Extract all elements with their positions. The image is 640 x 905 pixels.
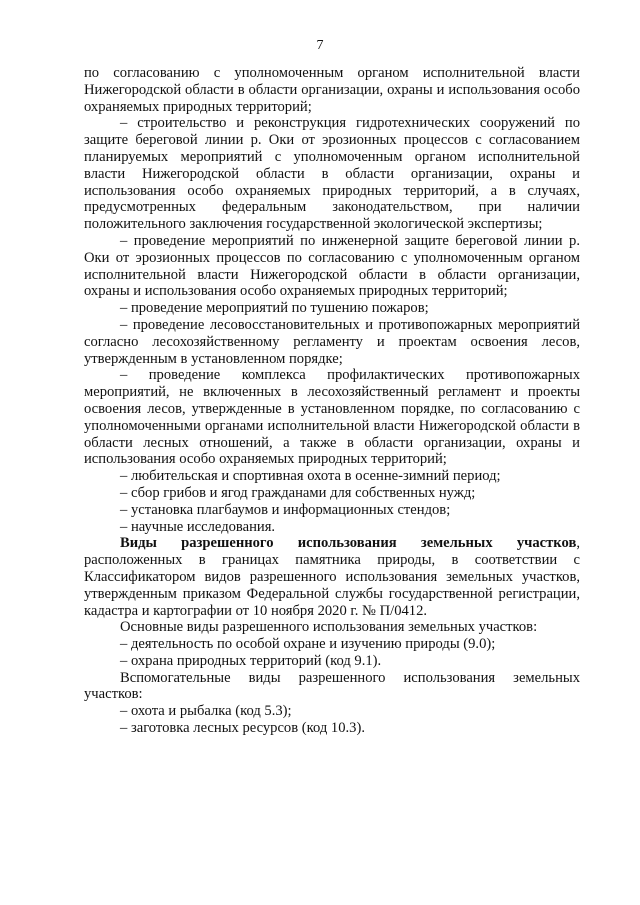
permitted-uses-paragraph: [84, 535, 580, 619]
list-item: – научные исследования.: [120, 518, 276, 535]
list-item: – проведение мероприятий по инженерной защите береговой линии р. Оки от эрозионных процессов по согласованию с уполномоченным органом исполнительной власти Нижегородской области в области организации, охраны и использования особо охраняемых природных территорий;: [84, 232, 580, 300]
main-uses-title: Основные виды разрешенного использования земельных участков:: [120, 619, 538, 636]
list-item: – строительство и реконструкция гидротехнических сооружений по защите береговой линии р. Оки от эрозионных процессов с согласованием планируемых мероприятий с уполномоченным органом исполнительной власти Нижегородской области в области организации, охраны и использования особо охраняемых природных территорий, а в случаях, предусмотренных федеральным законодательством, при наличии положительного заключения государственной экологической экспертизы;: [84, 115, 580, 233]
aux-use-item: – заготовка лесных ресурсов (код 10.3).: [120, 720, 365, 737]
list-item: – установка плагбаумов и информационных стендов;: [120, 501, 451, 518]
permitted-uses-text: , расположенных в границах памятника природы, в соответствии с Классификатором видов разрешенного использования земельных участков, утвержденным приказом Федеральной службы государственной регистрации, кадастра и картографии от 10 ноября 2020 г. № П/0412.: [84, 535, 580, 619]
main-use-item: – деятельность по особой охране и изучению природы (9.0);: [120, 636, 496, 653]
main-use-item: – охрана природных территорий (код 9.1).: [120, 652, 382, 669]
page-number: 7: [316, 38, 324, 53]
list-item: – сбор грибов и ягод гражданами для собственных нужд;: [120, 484, 476, 501]
list-item: – любительская и спортивная охота в осенне-зимний период;: [120, 468, 501, 485]
paragraph: по согласованию с уполномоченным органом исполнительной власти Нижегородской области в области организации, охраны и использования особо охраняемых природных территорий;: [84, 65, 580, 115]
list-item: – проведение лесовосстановительных и противопожарных мероприятий согласно лесохозяйственному регламенту и проектам освоения лесов, утвержденным в установленном порядке;: [84, 316, 580, 367]
aux-uses-title: Вспомогательные виды разрешенного использования земельных участков:: [84, 669, 580, 703]
document-body: [84, 65, 580, 737]
list-item: – проведение мероприятий по тушению пожаров;: [120, 300, 429, 317]
permitted-uses-heading: Виды разрешенного использования земельных участков: [120, 535, 577, 552]
list-item: – проведение комплекса профилактических противопожарных мероприятий, не включенных в лесохозяйственный регламент и проекты освоения лесов, утвержденные в установленном порядке, по согласованию с уполномоченными органами исполнительной власти Нижегородской области в области лесных отношений, а также в области организации, охраны и использования особо охраняемых природных территорий;: [84, 367, 580, 468]
aux-use-item: – охота и рыбалка (код 5.3);: [120, 703, 292, 720]
